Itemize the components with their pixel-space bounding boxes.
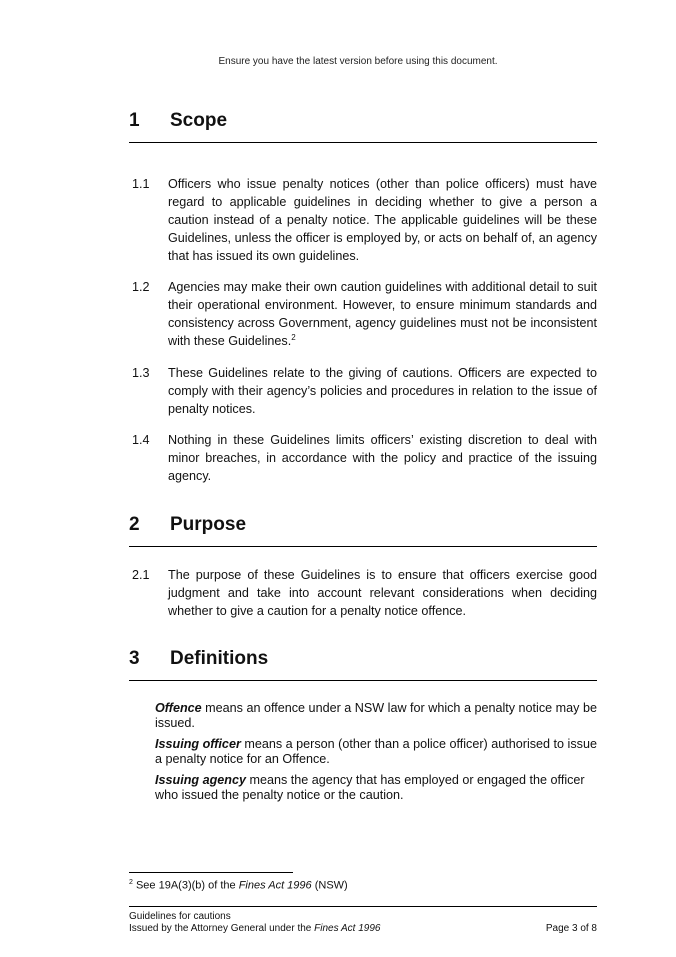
footer-act-title: Fines Act 1996 <box>314 923 381 934</box>
paragraph-text: Nothing in these Guidelines limits officers’ existing discretion to deal with minor breaches, in accordance with the policy and practice of the issuing agency. <box>168 433 597 483</box>
paragraph-1-2 <box>129 278 597 350</box>
section-title: Definitions <box>170 648 269 669</box>
paragraph-1-1 <box>129 175 597 265</box>
footnote-text-pre: See 19A(3)(b) of the <box>132 879 239 892</box>
paragraph-1-3 <box>129 364 597 418</box>
footnote <box>129 879 348 892</box>
section-heading-scope <box>129 108 597 143</box>
section-heading-definitions <box>129 646 597 681</box>
paragraph-text: The purpose of these Guidelines is to ensure that officers exercise good judgment and take into account relevant considerations when deciding whether to give a caution for a penalty notice offence. <box>168 568 597 618</box>
definition-issuing-officer <box>155 737 597 767</box>
paragraph-text: These Guidelines relate to the giving of cautions. Officers are expected to comply with their agency’s policies and procedures in relation to the issue of penalty notices. <box>168 366 597 416</box>
footnote-reference: 2 <box>291 332 296 342</box>
paragraph-2-1 <box>129 566 597 620</box>
section-heading-purpose <box>129 512 597 547</box>
definition-text: means a person (other than a police officer) authorised to issue a penalty notice for an Offence. <box>155 737 597 766</box>
page-footer <box>129 911 597 935</box>
footer-divider <box>129 906 597 907</box>
definition-text: means an offence under a NSW law for which a penalty notice may be issued. <box>155 701 597 730</box>
section-number: 3 <box>129 648 140 669</box>
paragraph-body: Agencies may make their own caution guidelines with additional detail to suit their operational environment. However, to ensure minimum standards and consistency across Government, agency guidelines must not be inconsistent with these Guidelines. <box>168 280 597 348</box>
definitions-list <box>155 701 597 809</box>
section-number: 1 <box>129 110 140 131</box>
footer-issued-text: Issued by the Attorney General under the <box>129 923 315 934</box>
paragraph-text <box>168 278 597 350</box>
definition-offence <box>155 701 597 731</box>
page-number: Page 3 of 8 <box>545 923 597 934</box>
footnote-divider <box>129 872 293 873</box>
paragraph-number: 1.1 <box>132 177 150 191</box>
paragraph-number: 1.2 <box>132 280 150 294</box>
paragraph-number: 2.1 <box>132 568 150 582</box>
footnote-number: 2 <box>129 879 133 886</box>
paragraph-1-4 <box>129 431 597 485</box>
section-title: Purpose <box>170 514 247 535</box>
section-title: Scope <box>170 110 228 131</box>
footnote-act-title: Fines Act 1996 <box>238 879 312 892</box>
footnote-text-post: (NSW) <box>311 879 348 892</box>
footer-issued-by <box>129 923 597 935</box>
paragraph-number: 1.4 <box>132 433 150 447</box>
definition-issuing-agency <box>155 773 597 803</box>
paragraph-text: Officers who issue penalty notices (other than police officers) must have regard to applicable guidelines in deciding whether to give a person a caution instead of a penalty notice. The applicable guidelines will be these Guidelines, unless the officer is employed by, or acts on behalf of, an agency that has issued its own guidelines. <box>168 177 597 263</box>
definition-text: means the agency that has employed or engaged the officer who issued the penalty notice or the caution. <box>155 773 585 802</box>
header-note: Ensure you have the latest version before using this document. <box>218 56 498 67</box>
definition-term: Issuing agency <box>155 773 246 787</box>
definition-term: Issuing officer <box>155 737 241 751</box>
footer-document-title: Guidelines for cautions <box>129 911 231 922</box>
section-number: 2 <box>129 514 140 535</box>
definition-term: Offence <box>155 701 202 715</box>
paragraph-number: 1.3 <box>132 366 150 380</box>
